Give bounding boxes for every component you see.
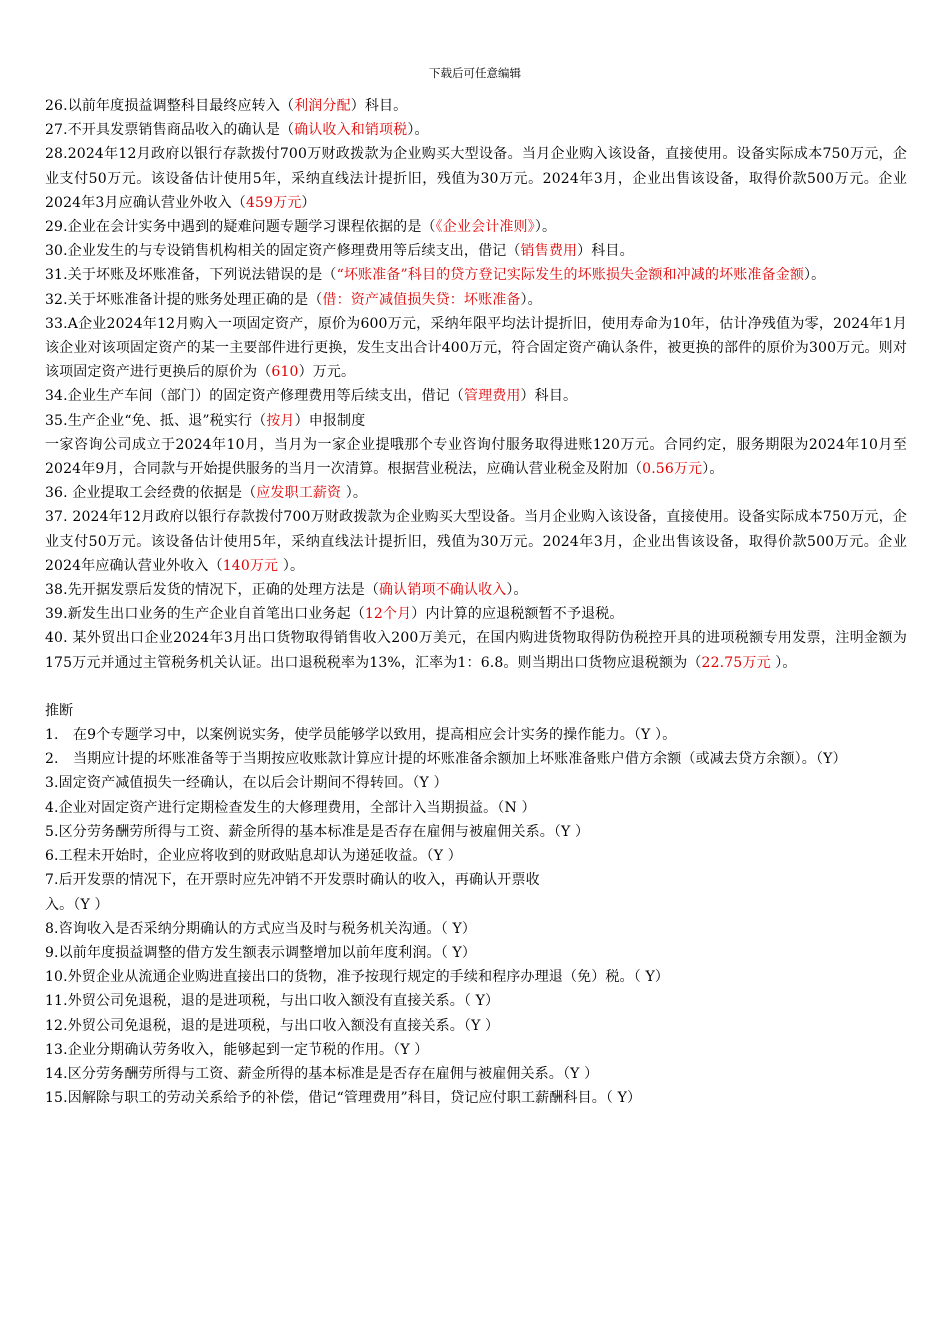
answer-text: 610 [271, 364, 299, 381]
judge-item: 5.区分劳务酬劳所得与工资、薪金所得的基本标准是是否存在雇佣与被雇佣关系。（Y ） [45, 823, 590, 840]
judge-item: 3.固定资产减值损失一经确认，在以后会计期间不得转回。（Y ） [45, 775, 448, 792]
question-text: 28.2024年12月政府以银行存款拨付700万财政拨款为企业购买大型设备。当月企业购入该设备，直接使用。设备实际成本750万元，企业支付50万元。该设备估计使用5年，采纳直线法计提折旧，残值为30万元。2024年3月，企业出售该设备，取得价款500万元。企业2024年3月应确认营业外收入（ [45, 146, 907, 211]
question-item [45, 578, 907, 602]
answer-text: 管理费用 [463, 388, 521, 405]
judge-item: 6.工程未开始时，企业应将收到的财政贴息却认为递延收益。（Y ） [45, 848, 462, 865]
question-text: 一家咨询公司成立于2024年10月，当月为一家企业提哦那个专业咨询付服务取得进账120万元。合同约定，服务期限为2024年10月至2024年9月，合同款与开始提供服务的当月一次清算。根据营业税法，应确认营业税金及附加（ [45, 436, 907, 478]
question-text-suffix: ）。 [804, 267, 826, 284]
question-item [45, 626, 907, 674]
section-gap [45, 675, 907, 699]
question-text-suffix: ）内计算的应退税额暂不予退税。 [411, 606, 624, 623]
question-text-suffix: ）。 [520, 291, 542, 308]
answer-text: 0.56万元 [642, 461, 703, 478]
question-text-suffix: ）万元。 [298, 364, 356, 381]
judge-item: 15.因解除与职工的劳动关系给予的补偿，借记“管理费用”科目，贷记应付职工薪酬科目。（ Y） [45, 1090, 642, 1107]
answer-text: 140万元 [222, 557, 283, 574]
question-item [45, 239, 907, 263]
item-text: 当期应计提的坏账准备等于当期按应收账款计算应计提的坏账准备余额加上坏账准备账户借方余额（或减去贷方余额）。（Y） [73, 751, 847, 768]
question-item [45, 118, 907, 142]
document-body [45, 94, 907, 1110]
judge-item: 4.企业对固定资产进行定期检查发生的大修理费用，全部计入当期损益。（N ） [45, 799, 536, 816]
judge-item: 12.外贸公司免退税，退的是进项税，与出口收入额没有直接关系。（Y ） [45, 1017, 500, 1034]
question-text-suffix: ）。 [407, 122, 429, 139]
question-text-suffix: ）科目。 [577, 243, 634, 260]
question-text-suffix: ）申报制度 [294, 412, 366, 429]
answer-text: 借：资产减值损失贷：坏账准备 [322, 291, 521, 308]
question-text-suffix: ） [301, 194, 316, 211]
question-item [45, 263, 907, 287]
fill-in-questions [45, 94, 907, 675]
judge-item: 7.后开发票的情况下，在开票时应先冲销不开发票时确认的收入，再确认开票收 [45, 872, 540, 889]
judge-question-list [45, 771, 907, 1110]
answer-text: “坏账准备”科目的贷方登记实际发生的坏账损失金额和冲减的坏账准备金额 [336, 267, 804, 284]
question-item [45, 433, 907, 481]
question-text: 26.以前年度损益调整科目最终应转入（ [45, 98, 295, 114]
question-text-suffix: ）。 [345, 485, 368, 502]
question-text: 40. 某外贸出口企业2024年3月出口货物取得销售收入200万美元，在国内购进货物取得防伪税控开具的进项税额专用发票，注明金额为175万元并通过主管税务机关认证。出口退税税率为13%，汇率为1：6.8。则当期出口货物应退税额为（ [45, 630, 907, 671]
item-number: 2. [45, 751, 59, 768]
judge-numbered-list [45, 723, 907, 771]
question-text: 39.新发生出口业务的生产企业自首笔出口业务起（ [45, 606, 365, 623]
question-text: 33.A企业2024年12月购入一项固定资产，原价为600万元，采纳年限平均法计提折旧，使用寿命为10年，估计净残值为零，2024年1月该企业对该项固定资产的某一主要部件进行更换，发生支出合计400万元，符合固定资产确认条件，被更换的部件的原价为300万元。则对该项固定资产进行更换后的原价为（ [45, 315, 907, 381]
judge-item: 10.外贸企业从流通企业购进直接出口的货物，准予按现行规定的手续和程序办理退（免）税。（ Y） [45, 969, 670, 986]
question-text: 30.企业发生的与专设销售机构相关的固定资产修理费用等后续支出，借记（ [45, 243, 521, 260]
question-item [45, 505, 907, 578]
question-item [45, 384, 907, 408]
item-number: 1. [45, 727, 59, 744]
question-text-suffix: ）。 [775, 654, 797, 671]
question-item [45, 215, 907, 239]
question-item [45, 94, 907, 118]
question-text-suffix: ）。 [534, 219, 557, 236]
judge-item: 入。（Y ） [45, 896, 109, 913]
question-text: 27.不开具发票销售商品收入的确认是（ [45, 122, 295, 139]
page-header: 下载后可任意编辑 [429, 66, 521, 80]
answer-text: 确认收入和销项税 [294, 122, 408, 139]
judge-numbered-item [45, 723, 907, 747]
question-item [45, 481, 907, 505]
question-text: 31.关于坏账及坏账准备，下列说法错误的是（ [45, 267, 337, 284]
question-text-suffix: ）。 [282, 557, 305, 574]
question-text-suffix: ）。 [702, 461, 724, 478]
question-text: 38.先开据发票后发货的情况下，正确的处理方法是（ [45, 582, 380, 599]
answer-text: 确认销项不确认收入 [379, 582, 507, 599]
question-text: 36. 企业提取工会经费的依据是（ [45, 485, 257, 502]
answer-text: 应发职工薪资 [256, 485, 346, 502]
answer-text: 12个月 [364, 606, 412, 623]
question-item [45, 142, 907, 215]
question-text-suffix: ）。 [506, 582, 528, 599]
item-text: 在9个专题学习中，以案例说实务，使学员能够学以致用，提高相应会计实务的操作能力。（Y ）。 [73, 727, 677, 744]
judge-numbered-item [45, 747, 907, 771]
answer-text: 22.75万元 [701, 654, 776, 671]
judge-item: 13.企业分期确认劳务收入，能够起到一定节税的作用。（Y ） [45, 1041, 429, 1058]
question-text: 29.企业在会计实务中遇到的疑难问题专题学习课程依据的是（ [45, 219, 436, 236]
answer-text: 459万元 [245, 194, 302, 211]
answer-text: 销售费用 [520, 243, 578, 260]
question-item [45, 409, 907, 433]
question-text: 34.企业生产车间（部门）的固定资产修理费用等后续支出，借记（ [45, 388, 464, 405]
question-text: 37. 2024年12月政府以银行存款拨付700万财政拨款为企业购买大型设备。当月企业购入该设备，直接使用。设备实际成本750万元，企业支付50万元。该设备估计使用5年，采纳直线法计提折旧，残值为30万元。2024年3月，企业出售该设备，取得价款500万元。企业2024年应确认营业外收入（ [45, 509, 907, 574]
question-item [45, 602, 907, 626]
question-text-suffix: ）科目。 [520, 388, 578, 405]
judge-item: 11.外贸公司免退税，退的是进项税，与出口收入额没有直接关系。（ Y） [45, 993, 500, 1010]
question-item [45, 312, 907, 385]
judge-item: 14.区分劳务酬劳所得与工资、薪金所得的基本标准是是否存在雇佣与被雇佣关系。（Y ） [45, 1065, 599, 1082]
judge-item: 8.咨询收入是否采纳分期确认的方式应当及时与税务机关沟通。（ Y） [45, 920, 476, 937]
question-item [45, 288, 907, 312]
question-text: 35.生产企业“免、抵、退”税实行（ [45, 412, 267, 429]
question-text: 32.关于坏账准备计提的账务处理正确的是（ [45, 291, 323, 308]
judge-item: 9.以前年度损益调整的借方发生额表示调整增加以前年度利润。（ Y） [45, 944, 476, 961]
question-text-suffix: ）科目。 [350, 98, 408, 114]
answer-text: 《企业会计准则》 [435, 219, 535, 236]
answer-text: 利润分配 [294, 98, 351, 114]
judge-section-title: 推断 [45, 702, 74, 719]
answer-text: 按月 [266, 412, 295, 429]
